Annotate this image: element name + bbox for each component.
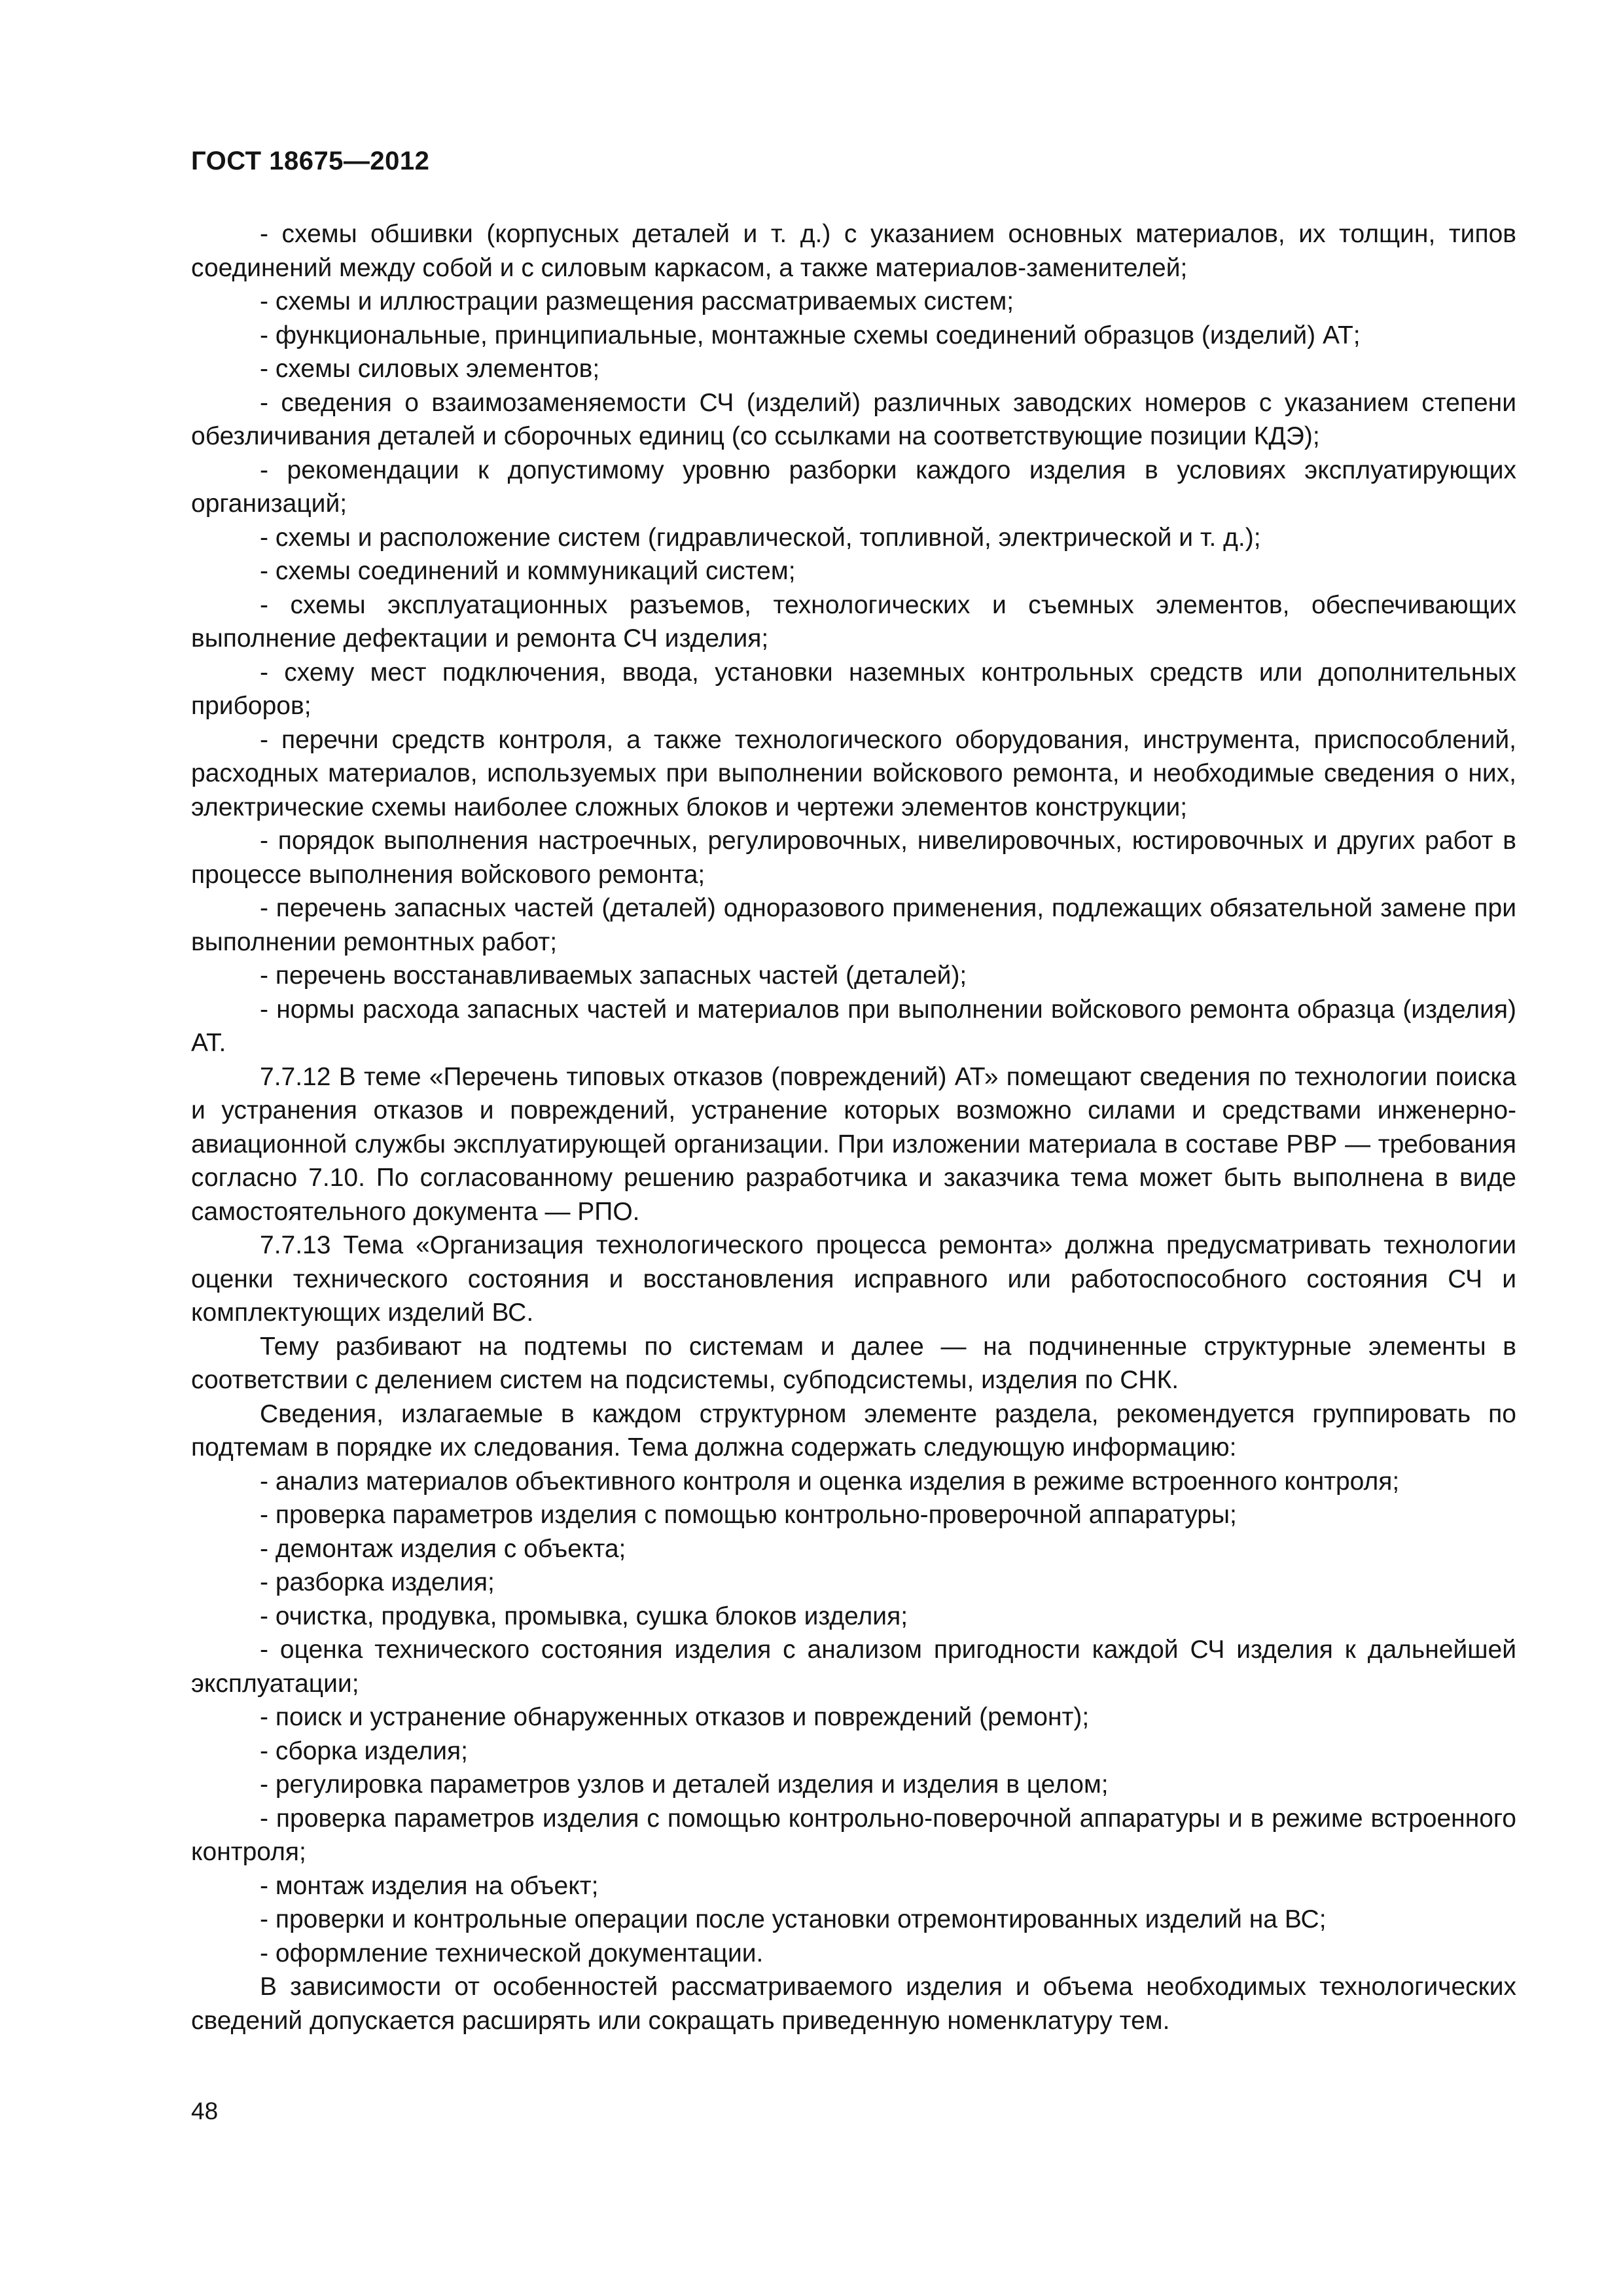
paragraph: - схемы и расположение систем (гидравлической, топливной, электрической и т. д.); [260, 523, 1261, 552]
page-number: 48 [191, 2098, 219, 2125]
paragraph: - схемы обшивки (корпусных деталей и т. д.) с указанием основных материалов, их толщин, типов соединений между собой и с силовым каркасом, а также материалов-заменителей; [191, 220, 1516, 282]
paragraph: - сборка изделия; [260, 1736, 468, 1765]
paragraph: - схемы силовых элементов; [260, 355, 600, 383]
paragraph: - порядок выполнения настроечных, регулировочных, нивелировочных, юстировочных и других работ в процессе выполнения войскового ремонта; [191, 827, 1516, 889]
paragraph: - анализ материалов объективного контроля и оценка изделия в режиме встроенного контроля; [260, 1467, 1400, 1496]
paragraph: - перечни средств контроля, а также технологического оборудования, инструмента, приспособлений, расходных материалов, используемых при выполнении войскового ремонта, и необходимые сведения о них, электрические схемы наиболее сложных блоков и чертежи элементов конструкции; [191, 725, 1516, 821]
paragraph: В зависимости от особенностей рассматриваемого изделия и объема необходимых технологических сведений допускается расширять или сокращать приведенную номенклатуру тем. [191, 1973, 1516, 2035]
document-body [191, 217, 1516, 2037]
paragraph: - рекомендации к допустимому уровню разборки каждого изделия в условиях эксплуатирующих организаций; [191, 456, 1516, 518]
paragraph: - перечень запасных частей (деталей) одноразового применения, подлежащих обязательной замене при выполнении ремонтных работ; [191, 894, 1516, 956]
paragraph: - нормы расхода запасных частей и материалов при выполнении войскового ремонта образца (изделия) АТ. [191, 995, 1516, 1057]
paragraph: - схемы и иллюстрации размещения рассматриваемых систем; [260, 287, 1014, 315]
paragraph: - оценка технического состояния изделия с анализом пригодности каждой СЧ изделия к дальнейшей эксплуатации; [191, 1636, 1516, 1698]
paragraph: - функциональные, принципиальные, монтажные схемы соединений образцов (изделий) АТ; [260, 321, 1361, 350]
paragraph: - проверка параметров изделия с помощью контрольно-поверочной аппаратуры и в режиме встроенного контроля; [191, 1804, 1516, 1866]
paragraph: - схемы эксплуатационных разъемов, технологических и съемных элементов, обеспечивающих выполнение дефектации и ремонта СЧ изделия; [191, 590, 1516, 653]
paragraph: - проверки и контрольные операции после установки отремонтированных изделий на ВС; [260, 1905, 1327, 1933]
paragraph: Сведения, излагаемые в каждом структурном элементе раздела, рекомендуется группировать по подтемам в порядке их следования. Тема должна содержать следующую информацию: [191, 1399, 1516, 1462]
paragraph: - очистка, продувка, промывка, сушка блоков изделия; [260, 1602, 908, 1630]
paragraph: 7.7.13 Тема «Организация технологического процесса ремонта» должна предусматривать технологии оценки технического состояния и восстановления исправного или работоспособного состояния СЧ и комплектующих изделий ВС. [191, 1231, 1516, 1327]
paragraph: - схему мест подключения, ввода, установки наземных контрольных средств или дополнительных приборов; [191, 658, 1516, 720]
paragraph: - сведения о взаимозаменяемости СЧ (изделий) различных заводских номеров с указанием степени обезличивания деталей и сборочных единиц (со ссылками на соответствующие позиции КДЭ); [191, 388, 1516, 450]
paragraph: - поиск и устранение обнаруженных отказов и повреждений (ремонт); [260, 1703, 1090, 1731]
paragraph: - разборка изделия; [260, 1568, 495, 1596]
paragraph: - схемы соединений и коммуникаций систем; [260, 557, 796, 585]
document-header: ГОСТ 18675—2012 [191, 147, 430, 175]
paragraph: - монтаж изделия на объект; [260, 1871, 599, 1900]
paragraph: - проверка параметров изделия с помощью контрольно-проверочной аппаратуры; [260, 1501, 1237, 1529]
paragraph: - демонтаж изделия с объекта; [260, 1534, 626, 1563]
paragraph: 7.7.12 В теме «Перечень типовых отказов (повреждений) АТ» помещают сведения по технологии поиска и устранения отказов и повреждений, устранение которых возможно силами и средствами инженерно-авиационной службы эксплуатирующей организации. При изложении материала в составе РВР — требования согласно 7.10. По согласованному решению разработчика и заказчика тема может быть выполнена в виде самостоятельного документа — РПО. [191, 1062, 1516, 1226]
paragraph: - оформление технической документации. [260, 1939, 764, 1967]
paragraph: - перечень восстанавливаемых запасных частей (деталей); [260, 961, 967, 990]
paragraph: Тему разбивают на подтемы по системам и далее — на подчиненные структурные элементы в соответствии с делением систем на подсистемы, субподсистемы, изделия по СНК. [191, 1332, 1516, 1394]
paragraph: - регулировка параметров узлов и деталей изделия и изделия в целом; [260, 1770, 1109, 1799]
